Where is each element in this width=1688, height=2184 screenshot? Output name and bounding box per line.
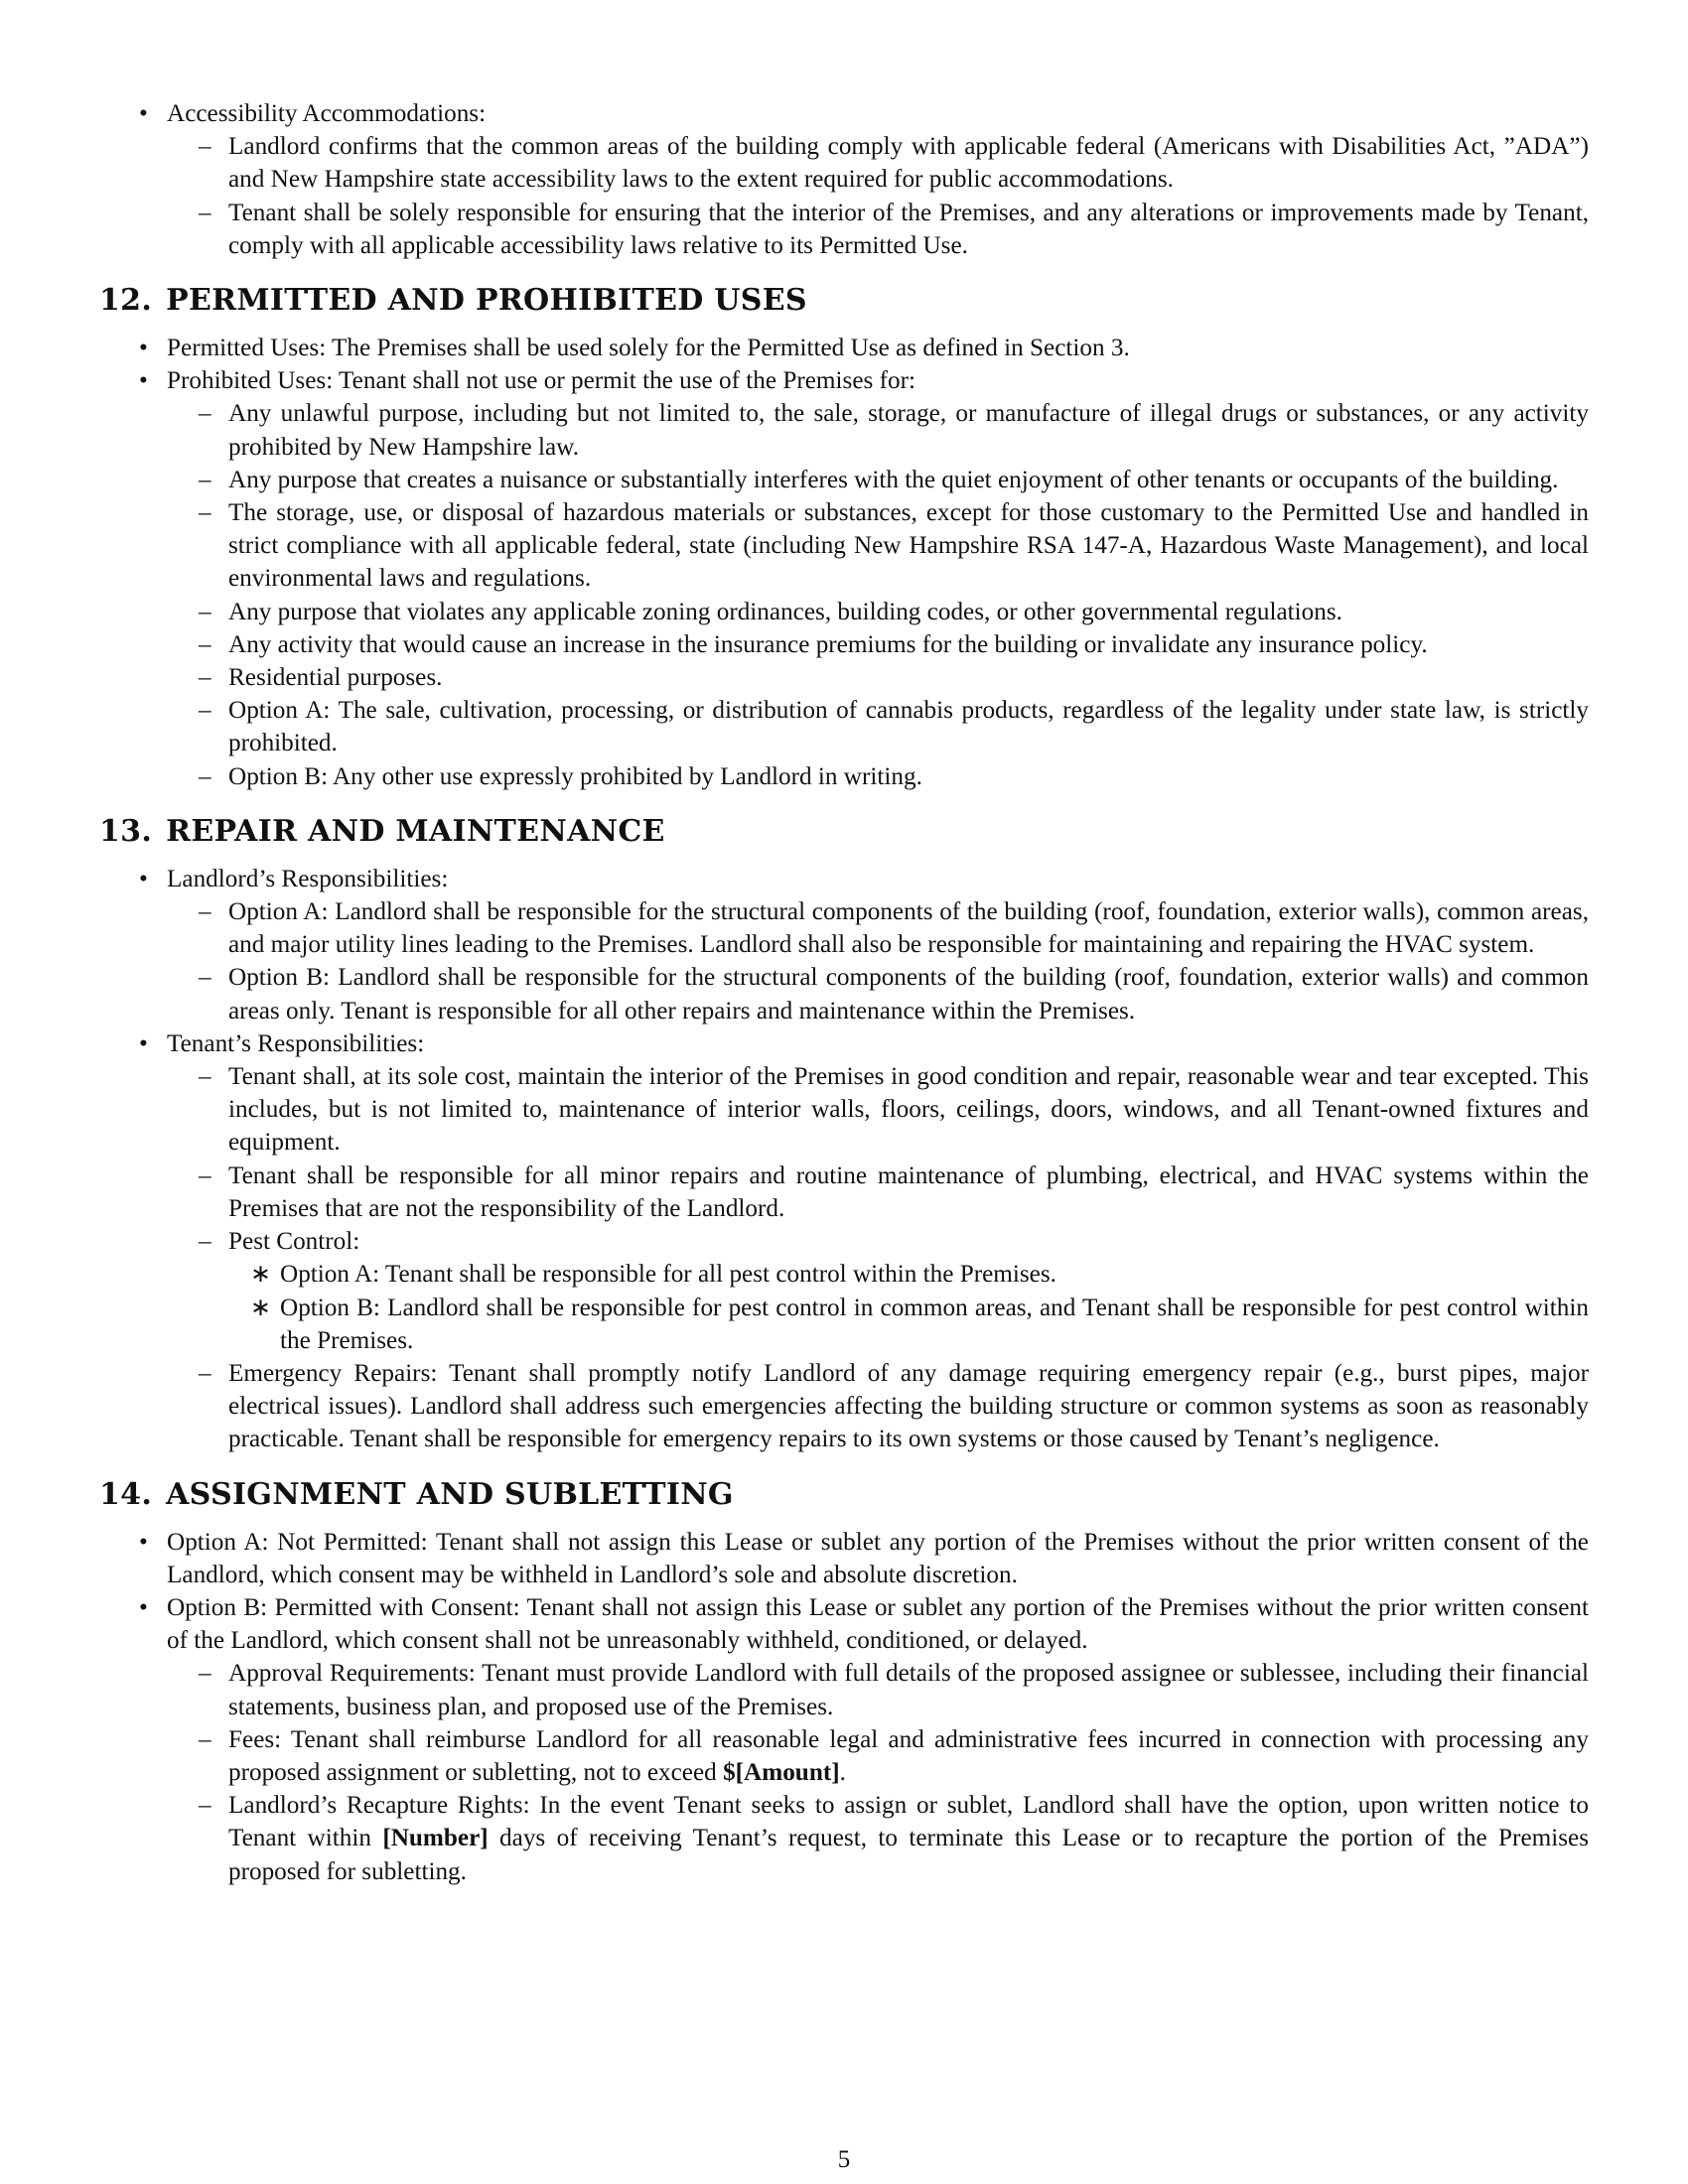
recapture-rights-item [99, 1789, 1589, 1888]
recapture-text-end: days of receiving Tenant’s request, to terminate this Lease or to recapture the portion of the Premises proposed for subletting. [228, 1825, 1589, 1885]
page-number: 5 [837, 2146, 851, 2173]
emergency-repairs-item: – Emergency Repairs: Tenant shall promptly notify Landlord of any damage requiring emergency repair (e.g., burst pipes, major electrical issues). Landlord shall address such emergencies affecting the building structure or common systems as soon as reasonably practicable. Tenant shall be responsible for emergency repairs to its own systems or those caused by Tenant’s negligence. [99, 1357, 1589, 1456]
tenant-item: – Tenant shall be responsible for all minor repairs and routine maintenance of plumbing, electrical, and HVAC systems within the Premises that are not the responsibility of the Landlord. [99, 1160, 1589, 1225]
section-12-heading [99, 282, 1589, 320]
tenant-responsibilities-bullet: • Tenant’s Responsibilities: [99, 1027, 1589, 1060]
approval-requirements-item: – Approval Requirements: Tenant must provide Landlord with full details of the proposed assignee or sublessee, including their financial statements, business plan, and proposed use of the Premises. [99, 1657, 1589, 1722]
accessibility-item: – Tenant shall be solely responsible for ensuring that the interior of the Premises, and any alterations or improvements made by Tenant, comply with all applicable accessibility laws relative to its Permitted Use. [99, 197, 1589, 262]
prohibited-item: – The storage, use, or disposal of hazardous materials or substances, except for those customary to the Permitted Use and handled in strict compliance with all applicable federal, state (including New Hampshire RSA 147-A, Hazardous Waste Management), and local environmental laws and regulations. [99, 496, 1589, 596]
fees-text: Fees: Tenant shall reimburse Landlord for all reasonable legal and administrative fees incurred in connection with processing any proposed assignment or subletting, not to exceed [228, 1725, 1589, 1786]
prohibited-item: – Any unlawful purpose, including but not limited to, the sale, storage, or manufacture of illegal drugs or substances, or any activity prohibited by New Hampshire law. [99, 397, 1589, 463]
section-14-heading [99, 1476, 1589, 1514]
pest-control-item: – Pest Control: [99, 1225, 1589, 1258]
assignment-option-a: • Option A: Not Permitted: Tenant shall not assign this Lease or sublet any portion of the Premises without the prior written consent of the Landlord, which consent may be withheld in Landlord’s sole and absolute discretion. [99, 1526, 1589, 1591]
accessibility-bullet [99, 97, 1589, 130]
prohibited-item: – Any purpose that creates a nuisance or substantially interferes with the quiet enjoyment of other tenants or occupants of the building. [99, 464, 1589, 496]
assignment-option-b: • Option B: Permitted with Consent: Tenant shall not assign this Lease or sublet any portion of the Premises without the prior written consent of the Landlord, which consent shall not be unreasonably withheld, conditioned, or delayed. [99, 1591, 1589, 1657]
prohibited-item: – Any purpose that violates any applicable zoning ordinances, building codes, or other governmental regulations. [99, 596, 1589, 628]
prohibited-uses-bullet: • Prohibited Uses: Tenant shall not use or permit the use of the Premises for: [99, 364, 1589, 397]
number-placeholder: [Number] [382, 1825, 489, 1852]
section-number: 12. [99, 283, 153, 319]
section-title: PERMITTED AND PROHIBITED USES [166, 283, 807, 319]
section-title: REPAIR AND MAINTENANCE [166, 813, 665, 849]
prohibited-item: – Option B: Any other use expressly prohibited by Landlord in writing. [99, 760, 1589, 793]
section-number: 14. [99, 1476, 153, 1512]
landlord-item: – Option A: Landlord shall be responsible for the structural components of the building (roof, foundation, exterior walls), common areas, and major utility lines leading to the Premises. Landlord shall also be responsible for maintaining and repairing the HVAC system. [99, 895, 1589, 961]
tenant-item: – Tenant shall, at its sole cost, maintain the interior of the Premises in good condition and repair, reasonable wear and tear excepted. This includes, but is not limited to, maintenance of interior walls, floors, ceilings, doors, windows, and all Tenant-owned fixtures and equipment. [99, 1060, 1589, 1160]
fees-end: . [839, 1758, 846, 1786]
section-number: 13. [99, 813, 153, 849]
prohibited-item: – Residential purposes. [99, 661, 1589, 694]
pest-option: ∗ Option A: Tenant shall be responsible for all pest control within the Premises. [99, 1258, 1589, 1291]
amount-placeholder: $[Amount] [723, 1758, 840, 1786]
accessibility-item: – Landlord confirms that the common areas of the building comply with applicable federal (Americans with Disabilities Act, ”ADA”) and New Hampshire state accessibility laws to the extent required for public accommodations. [99, 130, 1589, 196]
prohibited-item: – Any activity that would cause an increase in the insurance premiums for the building or invalidate any insurance policy. [99, 628, 1589, 661]
landlord-responsibilities-bullet: • Landlord’s Responsibilities: [99, 863, 1589, 895]
fees-item [99, 1723, 1589, 1789]
section-title: ASSIGNMENT AND SUBLETTING [166, 1476, 734, 1512]
prohibited-item: – Option A: The sale, cultivation, processing, or distribution of cannabis products, regardless of the legality under state law, is strictly prohibited. [99, 694, 1589, 759]
pest-option: ∗ Option B: Landlord shall be responsible for pest control in common areas, and Tenant shall be responsible for pest control within the Premises. [99, 1292, 1589, 1357]
accessibility-label: Accessibility Accommodations: [167, 100, 487, 127]
permitted-uses-bullet: • Permitted Uses: The Premises shall be used solely for the Permitted Use as defined in Section 3. [99, 332, 1589, 364]
document-page [99, 97, 1589, 1888]
landlord-item: – Option B: Landlord shall be responsible for the structural components of the building (roof, foundation, exterior walls) and common areas only. Tenant is responsible for all other repairs and maintenance within the Premises. [99, 961, 1589, 1026]
recapture-text: Landlord’s Recapture Rights: In the event Tenant seeks to assign or sublet, Landlord shall have the option, upon written notice to Tenant within [228, 1792, 1589, 1852]
section-13-heading [99, 813, 1589, 851]
